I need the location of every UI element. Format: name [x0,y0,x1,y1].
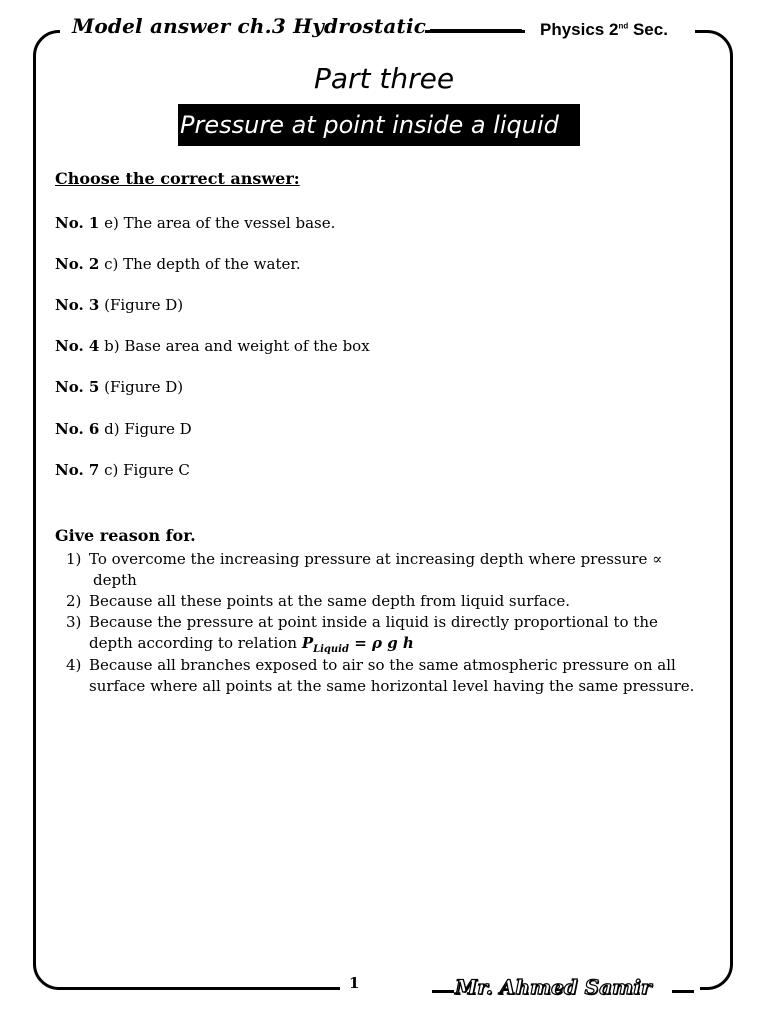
reason-item [66,612,716,660]
answer-text: c) The depth of the water. [99,255,301,273]
footer-divider-right [672,990,694,993]
answer-item [55,296,183,314]
footer-divider-left [432,990,454,993]
formula-subscript: Liquid [313,644,349,655]
reason-number: 4) [66,656,82,674]
answer-text: c) Figure C [99,461,190,479]
answer-number: No. 4 [55,337,100,355]
reason-line: surface where all points at the same horizontal level having the same pressure. [89,677,695,695]
grade-superscript: nd [618,21,629,31]
answer-item [55,420,192,438]
reason-line: Because the pressure at point inside a liquid is directly proportional to the [89,613,658,631]
pressure-formula [301,634,414,655]
header-divider [430,29,522,32]
answer-number: No. 7 [55,461,100,479]
reason-item [66,549,716,591]
reason-line: depth [93,571,137,589]
reason-line: To overcome the increasing pressure at increasing depth where pressure ∝ [89,550,663,568]
subtitle-banner [178,104,580,146]
answer-number: No. 6 [55,420,100,438]
page-number: 1 [349,974,360,992]
reason-number: 2) [66,592,82,610]
formula-symbol: P [301,634,314,652]
reason-line: depth according to relation [89,634,302,652]
answer-text: e) The area of the vessel base. [99,214,336,232]
part-title: Part three [313,62,455,95]
subject-suffix: Sec. [628,20,668,39]
formula-rest: = ρ g h [348,634,414,652]
answer-number: No. 2 [55,255,100,273]
answer-number: No. 3 [55,296,100,314]
reason-number: 3) [66,613,82,631]
answer-item [55,337,370,355]
answer-item [55,378,183,396]
reason-line: Because all branches exposed to air so the same atmospheric pressure on all [89,656,676,674]
answer-item [55,461,190,479]
answer-text: (Figure D) [99,296,184,314]
answer-text: (Figure D) [99,378,184,396]
answer-item [55,214,335,232]
answer-number: No. 5 [55,378,100,396]
reason-item [66,591,716,612]
chapter-title: Model answer ch.3 Hydrostatic [72,14,427,38]
reasons-heading: Give reason for. [55,526,196,545]
subject-name: Physics 2 [540,20,619,39]
reason-number: 1) [66,550,82,568]
subject-label [540,20,668,40]
reason-item [66,655,716,697]
answer-text: b) Base area and weight of the box [99,337,370,355]
answer-text: d) Figure D [99,420,192,438]
author-name: Mr. Ahmed Samir [455,975,652,999]
subtitle-text: Pressure at point inside a liquid [180,111,559,139]
reason-line: Because all these points at the same depth from liquid surface. [89,592,571,610]
answer-number: No. 1 [55,214,100,232]
mcq-heading: Choose the correct answer: [55,169,300,188]
answer-item [55,255,301,273]
